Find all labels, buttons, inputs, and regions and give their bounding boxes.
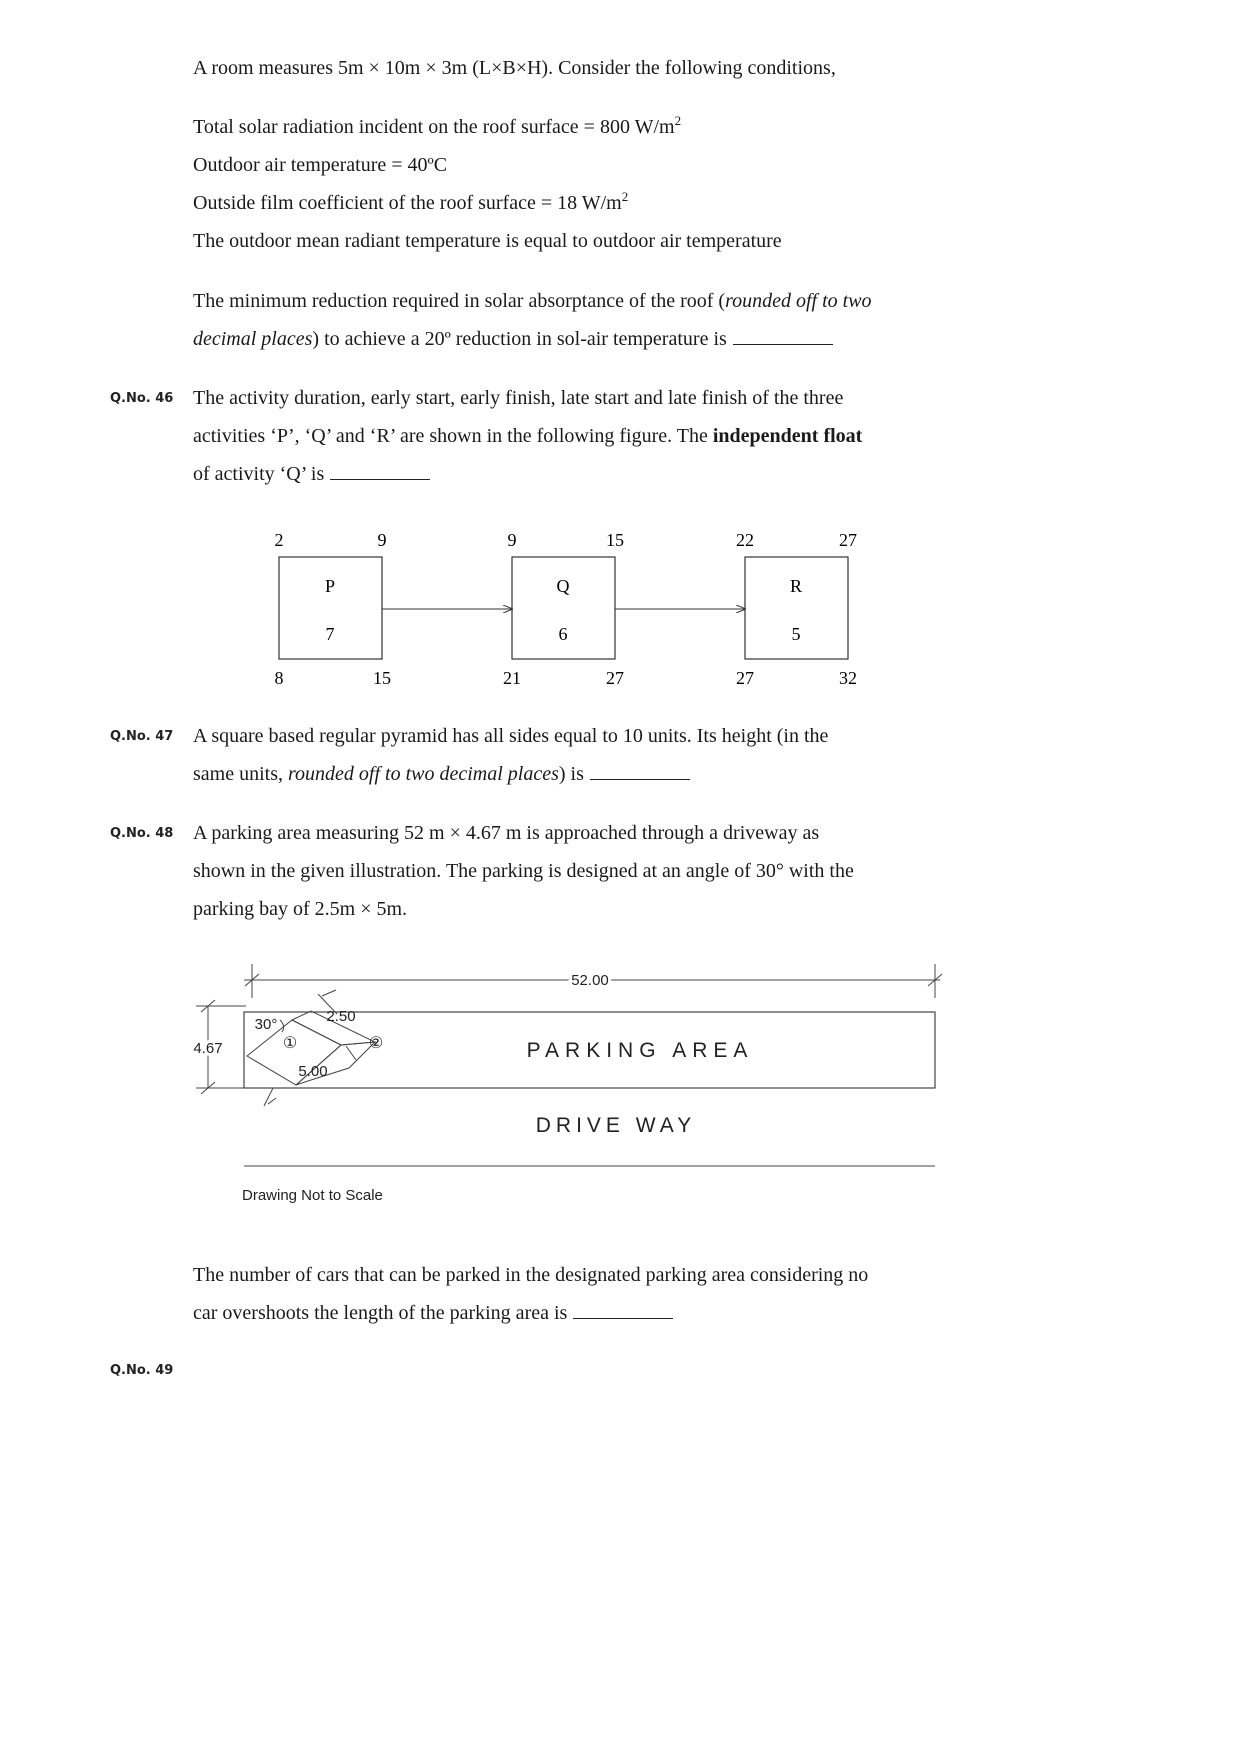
bay-number-1: ① bbox=[282, 1035, 298, 1052]
activity-name: R bbox=[789, 576, 803, 596]
dimension-tick bbox=[268, 1098, 276, 1104]
bay-number-2: ② bbox=[368, 1035, 384, 1052]
q45-condition-temperature: Outdoor air temperature = 40ºC bbox=[193, 154, 448, 176]
early-finish: 27 bbox=[839, 530, 857, 550]
activity-box-q bbox=[503, 530, 624, 688]
activity-duration: 7 bbox=[325, 624, 335, 644]
late-start: 8 bbox=[274, 668, 284, 688]
drawing-note: Drawing Not to Scale bbox=[242, 1187, 383, 1204]
question-text: ) is bbox=[558, 763, 584, 785]
question-text: activities ‘P’, ‘Q’ and ‘R’ are shown in the following figure. The bbox=[193, 425, 713, 447]
q45-condition-mrt: The outdoor mean radiant temperature is equal to outdoor air temperature bbox=[193, 230, 782, 252]
question-text: car overshoots the length of the parking area is bbox=[193, 1302, 568, 1324]
early-start: 2 bbox=[274, 530, 284, 550]
early-start: 22 bbox=[736, 530, 754, 550]
early-start: 9 bbox=[507, 530, 517, 550]
late-start: 21 bbox=[503, 668, 521, 688]
width-label: 4.67 bbox=[193, 1040, 223, 1057]
q48-question-line2 bbox=[193, 1294, 673, 1332]
question-text: same units, bbox=[193, 763, 288, 785]
parking-area-label: PARKING AREA bbox=[526, 1039, 754, 1062]
bay-length-label: 5.00 bbox=[298, 1063, 328, 1080]
question-number-47: Q.No. 47 bbox=[110, 729, 174, 744]
activity-network-diagram bbox=[0, 0, 1240, 700]
activity-box-p bbox=[275, 530, 392, 688]
superscript: 2 bbox=[674, 113, 682, 128]
dimension-tick bbox=[346, 1046, 356, 1060]
answer-blank[interactable] bbox=[573, 1298, 673, 1319]
activity-box-r bbox=[736, 530, 857, 688]
question-bold: independent float bbox=[712, 425, 863, 447]
activity-name: Q bbox=[556, 576, 570, 596]
early-finish: 9 bbox=[377, 530, 387, 550]
late-start: 27 bbox=[736, 668, 754, 688]
early-finish: 15 bbox=[606, 530, 624, 550]
q47-line2 bbox=[193, 755, 690, 793]
angle-arc bbox=[280, 1020, 284, 1032]
question-text: The minimum reduction required in solar absorptance of the roof ( bbox=[193, 290, 726, 312]
activity-duration: 5 bbox=[791, 624, 801, 644]
activity-name: P bbox=[324, 576, 336, 596]
condition-text: Outside film coefficient of the roof surface = 18 W/m bbox=[193, 192, 622, 214]
length-label: 52.00 bbox=[571, 972, 609, 989]
q48-line2: shown in the given illustration. The parking is designed at an angle of 30° with the bbox=[193, 860, 854, 882]
q48-line1: A parking area measuring 52 m × 4.67 m is approached through a driveway as bbox=[193, 822, 820, 844]
question-number-49: Q.No. 49 bbox=[110, 1363, 174, 1378]
question-text: of activity ‘Q’ is bbox=[193, 463, 325, 485]
q48-line3: parking bay of 2.5m × 5m. bbox=[193, 898, 408, 920]
condition-text: Total solar radiation incident on the roof surface = 800 W/m bbox=[193, 116, 675, 138]
question-italic: rounded off to two bbox=[725, 290, 872, 312]
question-italic: decimal places bbox=[193, 328, 313, 350]
answer-blank[interactable] bbox=[590, 759, 690, 780]
bay-width-label: 2.50 bbox=[326, 1008, 356, 1025]
late-finish: 15 bbox=[373, 668, 391, 688]
late-finish: 32 bbox=[839, 668, 857, 688]
late-finish: 27 bbox=[606, 668, 624, 688]
activity-duration: 6 bbox=[558, 624, 568, 644]
q48-question-line1: The number of cars that can be parked in the designated parking area considering no bbox=[193, 1264, 869, 1286]
question-text: ) to achieve a 20º reduction in sol-air temperature is bbox=[312, 328, 727, 350]
q46-line1: The activity duration, early start, early finish, late start and late finish of the three bbox=[193, 387, 844, 409]
parking-layout-drawing bbox=[0, 940, 1240, 1220]
dimension-tick bbox=[322, 990, 336, 996]
question-number-48: Q.No. 48 bbox=[110, 826, 174, 841]
angle-label: 30° bbox=[254, 1016, 278, 1033]
question-number-46: Q.No. 46 bbox=[110, 391, 174, 406]
question-italic: rounded off to two decimal places bbox=[288, 763, 559, 785]
q47-line1: A square based regular pyramid has all sides equal to 10 units. Its height (in the bbox=[193, 725, 829, 747]
q45-intro: A room measures 5m × 10m × 3m (L×B×H). Consider the following conditions, bbox=[193, 57, 836, 79]
superscript: 2 bbox=[621, 189, 629, 204]
driveway-label: DRIVE WAY bbox=[535, 1114, 697, 1137]
